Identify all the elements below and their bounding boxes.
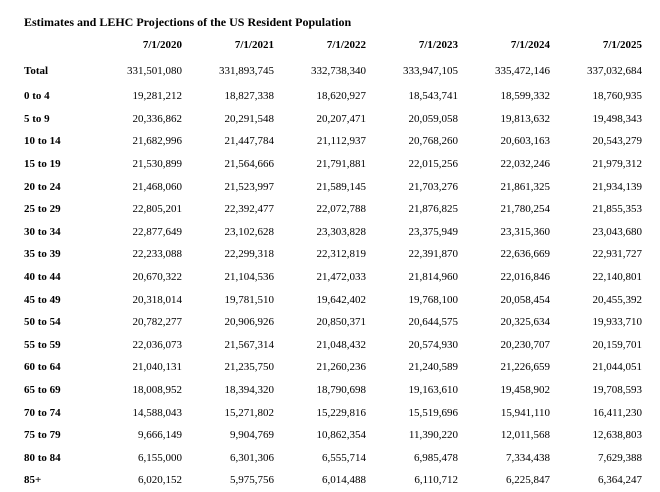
table-cell: 9,904,769: [230, 429, 274, 442]
table-cell: 21,472,033: [316, 271, 366, 284]
table-cell: 20,336,862: [132, 112, 182, 125]
table-cell: 19,933,710: [592, 316, 642, 329]
column-header: 7/1/2023: [418, 39, 458, 51]
table-cell: 21,468,060: [132, 180, 182, 193]
table-cell: 15,519,696: [408, 406, 458, 419]
table-cell: 21,979,312: [592, 158, 642, 171]
row-label: 10 to 14: [24, 135, 61, 148]
table-cell: 22,391,870: [408, 248, 458, 261]
row-label: 45 to 49: [24, 293, 61, 306]
table-cell: 20,574,930: [408, 338, 458, 351]
table-row: [18, 401, 648, 424]
table-cell: 18,620,927: [316, 90, 366, 103]
table-cell: 18,394,320: [224, 384, 274, 397]
table-cell: 20,768,260: [408, 135, 458, 148]
row-label: 75 to 79: [24, 429, 61, 442]
table-cell: 16,411,230: [592, 406, 642, 419]
row-label: 65 to 69: [24, 384, 61, 397]
column-header: 7/1/2024: [510, 39, 550, 51]
table-cell: 20,291,548: [224, 112, 274, 125]
row-label: 25 to 29: [24, 203, 61, 216]
table-cell: 14,588,043: [132, 406, 182, 419]
table-cell: 21,112,937: [316, 135, 366, 148]
table-cell: 19,642,402: [316, 293, 366, 306]
header-blank: [18, 33, 96, 57]
table-cell: 331,501,080: [127, 65, 182, 77]
row-label: 20 to 24: [24, 180, 61, 193]
table-cell: 21,260,236: [316, 361, 366, 374]
table-cell: 21,855,353: [592, 203, 642, 216]
table-cell: 333,947,105: [403, 65, 458, 77]
table-cell: 6,985,478: [414, 451, 458, 464]
row-label: 15 to 19: [24, 158, 61, 171]
table-cell: 11,390,220: [408, 429, 458, 442]
table-cell: 22,931,727: [592, 248, 642, 261]
table-row: [18, 447, 648, 470]
table-cell: 19,498,343: [592, 112, 642, 125]
table-row: [18, 221, 648, 244]
table-cell: 22,877,649: [132, 225, 182, 238]
table-cell: 21,780,254: [500, 203, 550, 216]
table-cell: 6,155,000: [138, 451, 182, 464]
column-header: 7/1/2020: [142, 39, 182, 51]
table-row: [18, 243, 648, 266]
table-cell: 20,906,926: [224, 316, 274, 329]
table-row: [18, 85, 648, 108]
table-cell: 22,636,669: [500, 248, 550, 261]
table-cell: 21,523,997: [224, 180, 274, 193]
table-cell: 19,163,610: [408, 384, 458, 397]
table-cell: 9,666,149: [138, 429, 182, 442]
table-cell: 21,703,276: [408, 180, 458, 193]
table-cell: 22,016,846: [500, 271, 550, 284]
table-cell: 22,036,073: [132, 338, 182, 351]
table-cell: 12,638,803: [592, 429, 642, 442]
table-cell: 15,941,110: [500, 406, 550, 419]
table-cell: 21,791,881: [316, 158, 366, 171]
table-cell: 12,011,568: [500, 429, 550, 442]
table-cell: 23,303,828: [316, 225, 366, 238]
table-cell: 19,281,212: [132, 90, 182, 103]
row-label: 30 to 34: [24, 225, 61, 238]
table-row: [18, 175, 648, 198]
table-cell: 21,564,666: [224, 158, 274, 171]
table-cell: 10,862,354: [316, 429, 366, 442]
table-cell: 22,805,201: [132, 203, 182, 216]
table-row: [18, 469, 648, 492]
table-cell: 21,104,536: [224, 271, 274, 284]
table-cell: 20,850,371: [316, 316, 366, 329]
table-cell: 18,599,332: [500, 90, 550, 103]
column-header: 7/1/2025: [602, 39, 642, 51]
table-cell: 15,229,816: [316, 406, 366, 419]
table-cell: 335,472,146: [495, 65, 550, 77]
table-cell: 20,670,322: [132, 271, 182, 284]
table-cell: 23,375,949: [408, 225, 458, 238]
table-cell: 22,015,256: [408, 158, 458, 171]
table-row: [18, 198, 648, 221]
table-cell: 21,447,784: [224, 135, 274, 148]
table-cell: 20,782,277: [132, 316, 182, 329]
table-cell: 6,014,488: [322, 474, 366, 487]
table-cell: 6,301,306: [230, 451, 274, 464]
table-cell: 20,059,058: [408, 112, 458, 125]
table-cell: 19,813,632: [500, 112, 550, 125]
row-label: 40 to 44: [24, 271, 61, 284]
table-row: [18, 334, 648, 357]
row-label: 50 to 54: [24, 316, 61, 329]
row-label: 70 to 74: [24, 406, 61, 419]
table-cell: 21,861,325: [500, 180, 550, 193]
table-cell: 21,567,314: [224, 338, 274, 351]
table-row: [18, 266, 648, 289]
table-cell: 18,827,338: [224, 90, 274, 103]
population-table: [18, 33, 648, 492]
table-row: [18, 424, 648, 447]
table-cell: 22,032,246: [500, 158, 550, 171]
table-cell: 20,543,279: [592, 135, 642, 148]
table-cell: 20,455,392: [592, 293, 642, 306]
table-cell: 331,893,745: [219, 65, 274, 77]
table-title: Estimates and LEHC Projections of the US Resident Population: [24, 15, 352, 29]
table-cell: 21,226,659: [500, 361, 550, 374]
row-label: 85+: [24, 474, 42, 487]
table-cell: 21,934,139: [592, 180, 642, 193]
table-cell: 21,530,899: [132, 158, 182, 171]
table-cell: 18,790,698: [316, 384, 366, 397]
table-cell: 21,682,996: [132, 135, 182, 148]
row-label: 5 to 9: [24, 112, 50, 125]
table-cell: 19,768,100: [408, 293, 458, 306]
table-row: [18, 356, 648, 379]
column-header: 7/1/2022: [326, 39, 366, 51]
table-cell: 21,876,825: [408, 203, 458, 216]
table-cell: 21,040,131: [132, 361, 182, 374]
table-cell: 7,629,388: [598, 451, 642, 464]
table-row: [18, 288, 648, 311]
table-cell: 23,102,628: [224, 225, 274, 238]
header-row: [18, 33, 648, 57]
table-row: [18, 130, 648, 153]
table-row: [18, 311, 648, 334]
table-cell: 5,975,756: [230, 474, 274, 487]
table-cell: 21,814,960: [408, 271, 458, 284]
table-cell: 22,072,788: [316, 203, 366, 216]
table-row: [18, 108, 648, 131]
row-label: 35 to 39: [24, 248, 61, 261]
table-cell: 7,334,438: [506, 451, 550, 464]
table-cell: 20,207,471: [316, 112, 366, 125]
table-cell: 20,318,014: [132, 293, 182, 306]
table-cell: 15,271,802: [224, 406, 274, 419]
table-cell: 22,392,477: [224, 203, 274, 216]
table-cell: 6,364,247: [598, 474, 642, 487]
table-cell: 20,230,707: [500, 338, 550, 351]
column-header: 7/1/2021: [234, 39, 274, 51]
table-cell: 6,555,714: [322, 451, 366, 464]
table-cell: 19,781,510: [224, 293, 274, 306]
table-cell: 20,644,575: [408, 316, 458, 329]
table-cell: 337,032,684: [587, 65, 642, 77]
table-cell: 20,058,454: [500, 293, 550, 306]
table-cell: 6,225,847: [506, 474, 550, 487]
table-cell: 18,760,935: [592, 90, 642, 103]
table-cell: 22,140,801: [592, 271, 642, 284]
table-cell: 6,020,152: [138, 474, 182, 487]
table-cell: 6,110,712: [414, 474, 458, 487]
table-cell: 21,589,145: [316, 180, 366, 193]
table-cell: 22,233,088: [132, 248, 182, 261]
table-cell: 21,240,589: [408, 361, 458, 374]
table-cell: 18,543,741: [408, 90, 458, 103]
table-row: [18, 153, 648, 176]
table-cell: 21,235,750: [224, 361, 274, 374]
table-cell: 23,043,680: [592, 225, 642, 238]
table-row: [18, 379, 648, 402]
table-cell: 20,325,634: [500, 316, 550, 329]
table-cell: 332,738,340: [311, 65, 366, 77]
table-row: [18, 57, 648, 85]
row-label: 60 to 64: [24, 361, 61, 374]
table-cell: 21,048,432: [316, 338, 366, 351]
row-label: 80 to 84: [24, 451, 61, 464]
table-body: [18, 57, 648, 492]
table-cell: 20,159,701: [592, 338, 642, 351]
row-label: Total: [24, 65, 49, 77]
row-label: 0 to 4: [24, 90, 50, 103]
table-cell: 19,458,902: [500, 384, 550, 397]
table-cell: 18,008,952: [132, 384, 182, 397]
table-cell: 23,315,360: [500, 225, 550, 238]
table-cell: 20,603,163: [500, 135, 550, 148]
row-label: 55 to 59: [24, 338, 61, 351]
table-cell: 21,044,051: [592, 361, 642, 374]
table-cell: 22,312,819: [316, 248, 366, 261]
table-cell: 22,299,318: [224, 248, 274, 261]
table-cell: 19,708,593: [592, 384, 642, 397]
